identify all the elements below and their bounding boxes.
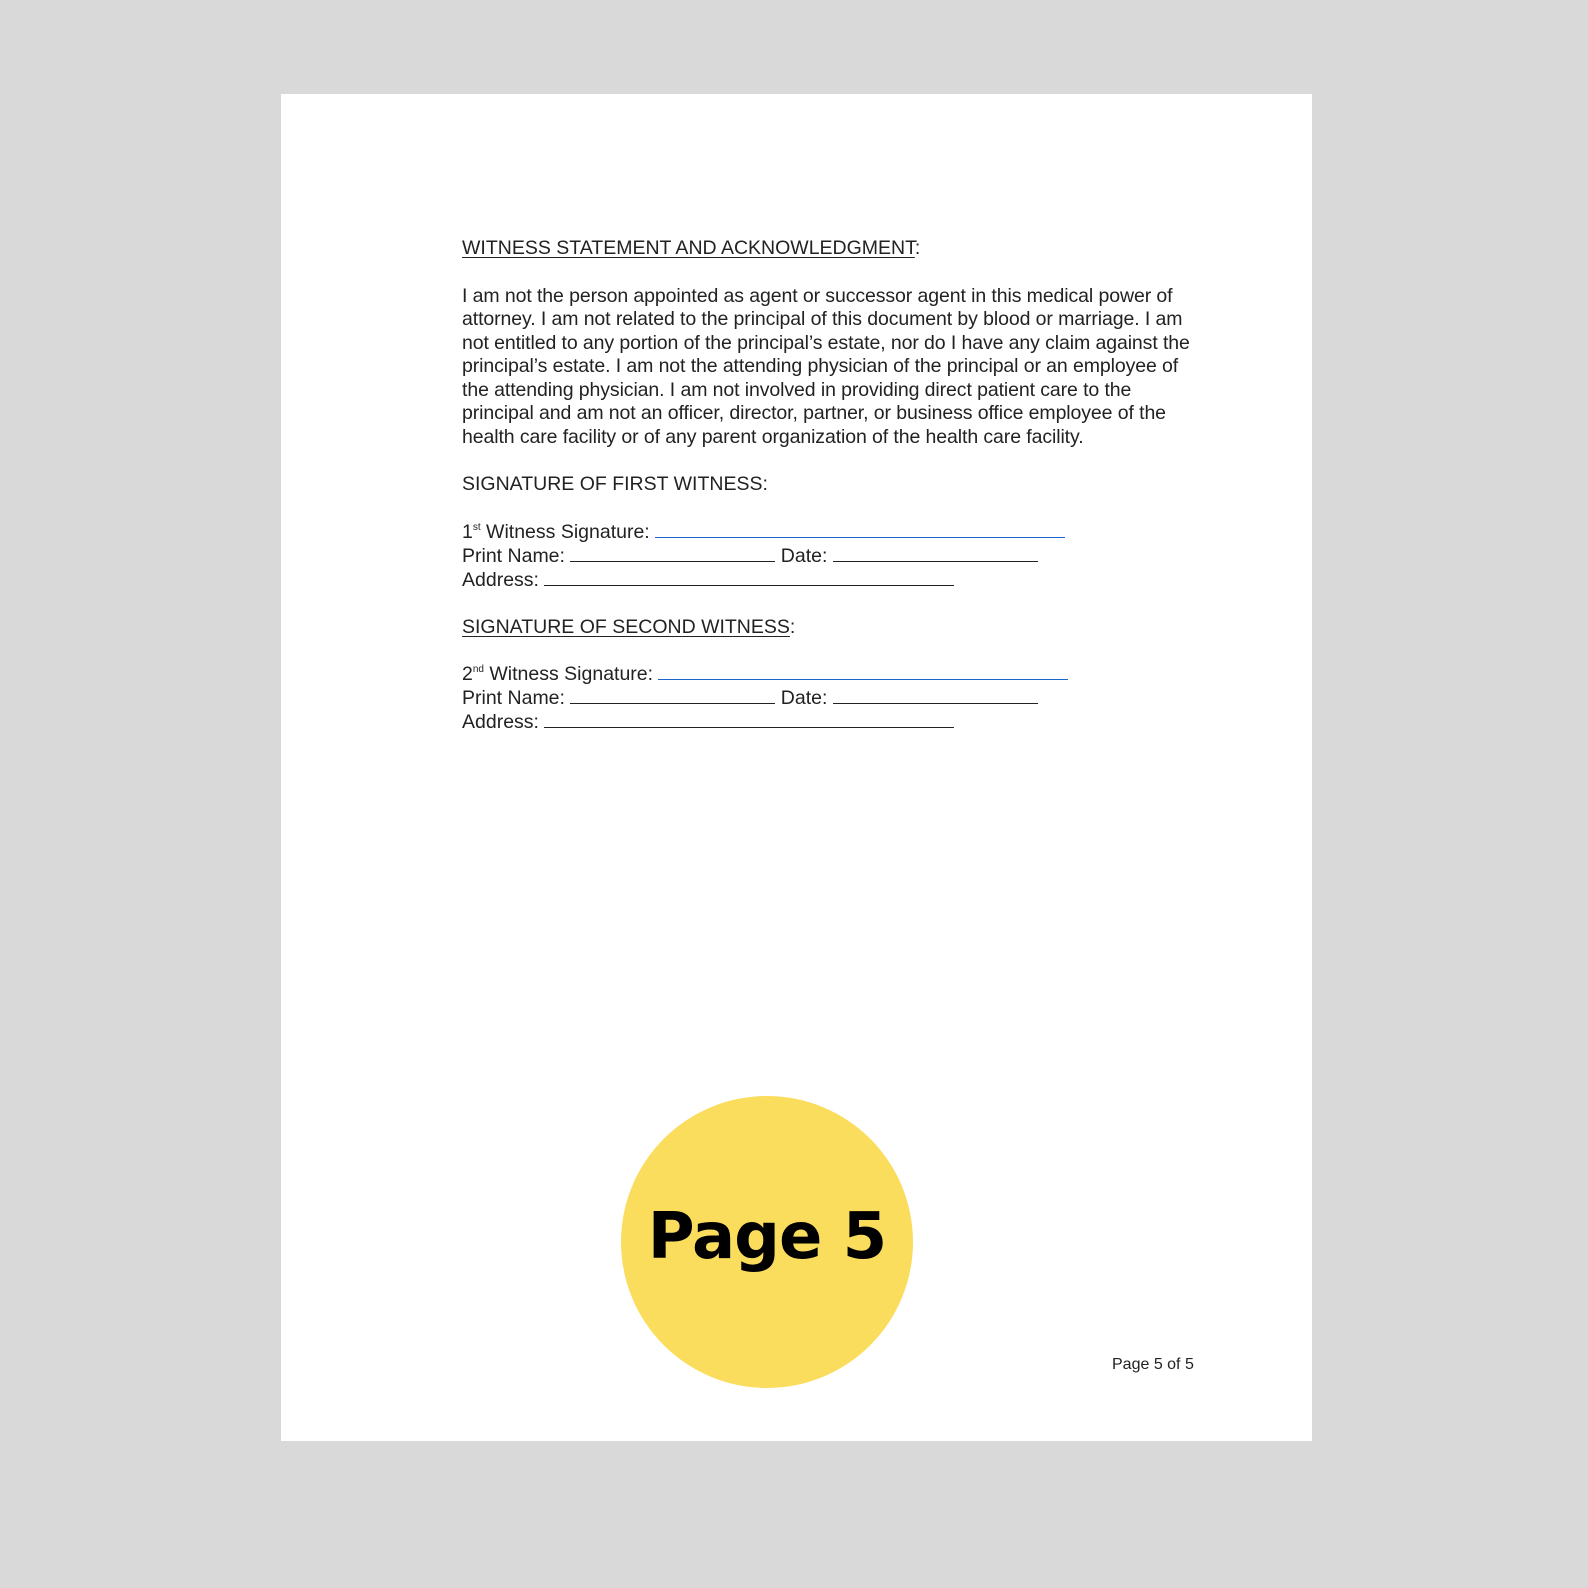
second-witness-print-name-field[interactable]	[570, 686, 775, 704]
print-name-label: Print Name:	[462, 687, 571, 709]
first-witness-print-name-line	[462, 544, 1202, 568]
date-label: Date:	[775, 687, 833, 709]
address-label: Address:	[462, 711, 545, 733]
print-name-label: Print Name:	[462, 544, 571, 567]
first-witness-block	[462, 520, 1202, 592]
first-witness-signature-field[interactable]	[655, 520, 1065, 538]
second-witness-address-line	[462, 710, 1202, 734]
document-content	[462, 237, 1202, 734]
signature-label: Witness Signature:	[480, 520, 656, 543]
first-witness-address-field[interactable]	[544, 568, 954, 586]
title-colon: :	[914, 237, 921, 259]
page-badge-label: Page 5	[647, 1200, 887, 1274]
second-witness-heading-colon: :	[789, 615, 796, 638]
second-witness-address-field[interactable]	[544, 710, 954, 728]
second-witness-print-name-line	[462, 686, 1202, 710]
second-witness-heading	[462, 616, 1202, 640]
signature-ordinal: 2	[462, 663, 473, 685]
first-witness-address-line	[462, 568, 1202, 592]
second-witness-block	[462, 662, 1202, 734]
second-witness-heading-text: SIGNATURE OF SECOND WITNESS	[462, 615, 790, 638]
signature-ordinal-suffix: st	[472, 521, 481, 533]
signature-ordinal-suffix: nd	[472, 664, 484, 675]
signature-label: Witness Signature:	[483, 663, 659, 685]
signature-ordinal: 1	[462, 520, 473, 543]
first-witness-print-name-field[interactable]	[570, 544, 775, 562]
page-number-footer: Page 5 of 5	[1112, 1356, 1194, 1373]
second-witness-signature-line	[462, 662, 1202, 686]
first-witness-heading: SIGNATURE OF FIRST WITNESS:	[462, 473, 768, 495]
date-label: Date:	[775, 544, 833, 567]
second-witness-date-field[interactable]	[833, 686, 1038, 704]
witness-statement-title	[462, 237, 1202, 261]
first-witness-signature-line	[462, 520, 1202, 544]
title-text: WITNESS STATEMENT AND ACKNOWLEDGMENT	[462, 237, 915, 259]
page-badge	[621, 1096, 913, 1388]
first-witness-date-field[interactable]	[833, 544, 1038, 562]
second-witness-signature-field[interactable]	[658, 662, 1068, 680]
witness-statement-paragraph: I am not the person appointed as agent or successor agent in this medical power of attorney. I am not related to the principal of this document by blood or marriage. I am not entitled to any portion of the principal’s estate, nor do I have any claim against the principal’s estate. I am not the attending physician of the principal or an employee of the attending physician. I am not involved in providing direct patient care to the principal and am not an officer, director, partner, or business office employee of the health care facility or of any parent organization of the health care facility.	[462, 284, 1190, 448]
address-label: Address:	[462, 568, 545, 591]
